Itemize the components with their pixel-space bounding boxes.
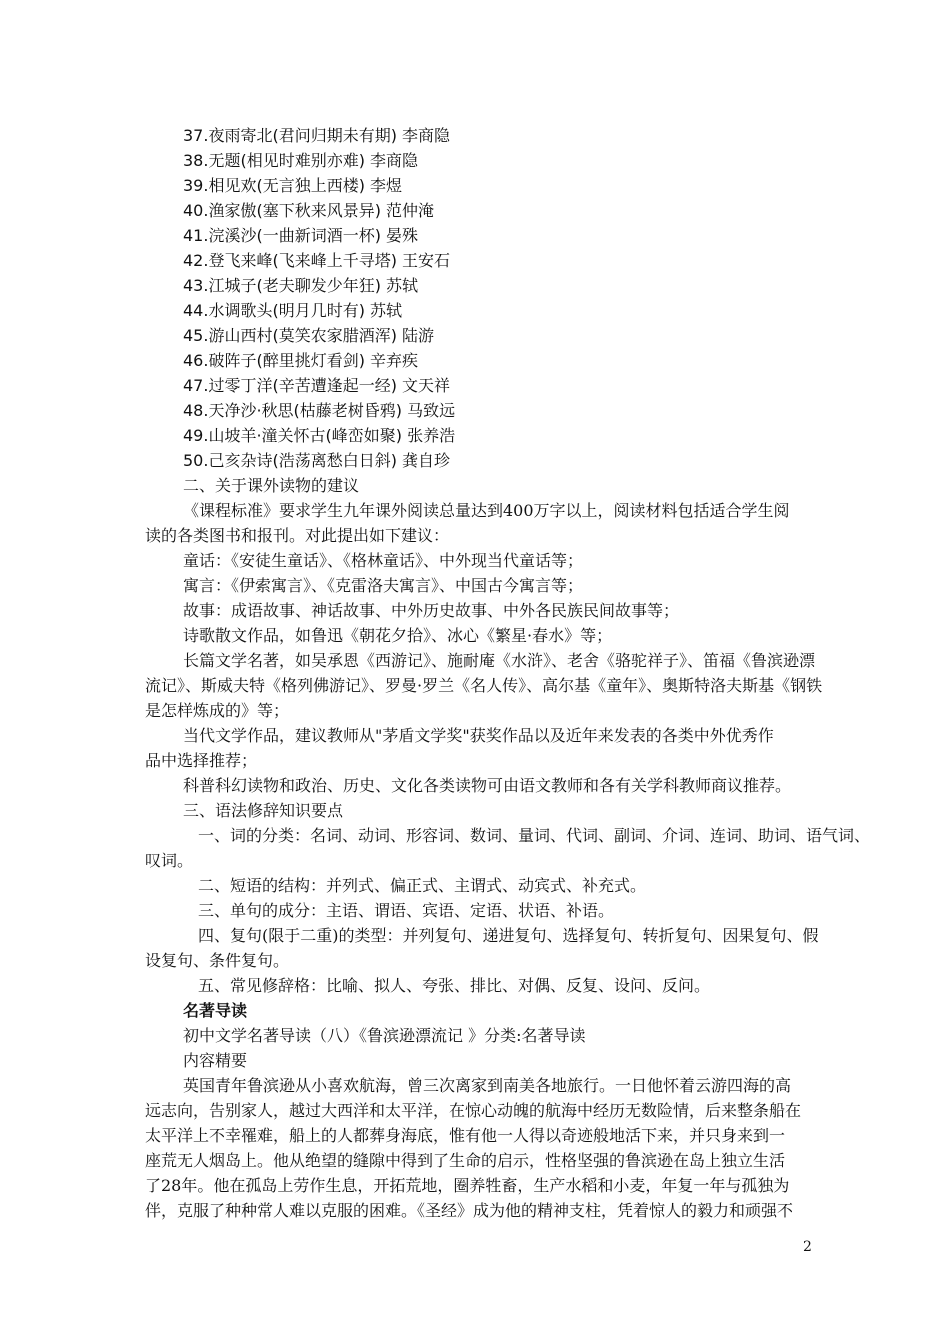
grammar-item-2: 二、短语的结构：并列式、偏正式、主谓式、动宾式、补充式。	[198, 876, 647, 895]
poem-item-39: 39.相见欢(无言独上西楼) 李煜	[183, 176, 403, 195]
reading-fables: 寓言：《伊索寓言》、《克雷洛夫寓言》、中国古今寓言等；	[183, 576, 584, 595]
paragraph-line: 设复句、条件复句。	[145, 951, 290, 970]
grammar-item-5: 五、常见修辞格：比喻、拟人、夸张、排比、对偶、反复、设问、反问。	[198, 976, 711, 995]
guide-title: 初中文学名著导读（八）《鲁滨逊漂流记 》分类:名著导读	[183, 1026, 586, 1045]
poem-item-44: 44.水调歌头(明月几时有) 苏轼	[183, 301, 403, 320]
paragraph-line: 了28年。他在孤岛上劳作生息，开拓荒地，圈养牲畜，生产水稻和小麦，年复一年与孤独为	[145, 1176, 790, 1195]
reading-poetry: 诗歌散文作品，如鲁迅《朝花夕拾》、冰心《繁星·春水》等；	[183, 626, 613, 645]
poem-item-49: 49.山坡羊·潼关怀古(峰峦如聚) 张养浩	[183, 426, 456, 445]
paragraph-line: 品中选择推荐；	[145, 751, 258, 770]
poem-item-48: 48.天净沙·秋思(枯藤老树昏鸦) 马致远	[183, 401, 456, 420]
poem-item-43: 43.江城子(老夫聊发少年狂) 苏轼	[183, 276, 419, 295]
grammar-item-4: 四、复句(限于二重)的类型：并列复句、递进复句、选择复句、转折复句、因果复句、假	[198, 926, 819, 945]
poem-item-50: 50.己亥杂诗(浩荡离愁白日斜) 龚自珍	[183, 451, 451, 470]
poem-item-46: 46.破阵子(醉里挑灯看剑) 辛弃疾	[183, 351, 419, 370]
paragraph-line: 伴，克服了种种常人难以克服的困难。《圣经》成为他的精神支柱，凭着惊人的毅力和顽强不	[145, 1201, 794, 1220]
paragraph-line: 英国青年鲁滨逊从小喜欢航海，曾三次离家到南美各地旅行。一日他怀着云游四海的高	[183, 1076, 792, 1095]
paragraph-line: 读的各类图书和报刊。对此提出如下建议：	[145, 526, 450, 545]
paragraph-line: 叹词。	[145, 851, 194, 870]
paragraph-line: 太平洋上不幸罹难，船上的人都葬身海底，惟有他一人得以奇迹般地活下来，并只身来到一	[145, 1126, 786, 1145]
section-heading-grammar: 三、语法修辞知识要点	[183, 801, 344, 820]
reading-novels: 长篇文学名著，如吴承恩《西游记》、施耐庵《水浒》、老舍《骆驼祥子》、笛福《鲁滨逊漂	[183, 651, 816, 670]
paragraph-line: 《课程标准》要求学生九年课外阅读总量达到400万字以上，阅读材料包括适合学生阅	[183, 501, 790, 520]
reading-fairy-tales: 童话：《安徒生童话》、《格林童话》、中外现当代童话等；	[183, 551, 584, 570]
reading-contemporary: 当代文学作品，建议教师从"茅盾文学奖"获奖作品以及近年来发表的各类中外优秀作	[183, 726, 774, 745]
poem-item-45: 45.游山西村(莫笑农家腊酒浑) 陆游	[183, 326, 435, 345]
paragraph-line: 流记》、斯威夫特《格列佛游记》、罗曼·罗兰《名人传》、高尔基《童年》、奥斯特洛夫斯基《钢铁	[145, 676, 823, 695]
reading-stories: 故事：成语故事、神话故事、中外历史故事、中外各民族民间故事等；	[183, 601, 680, 620]
guide-heading: 名著导读	[183, 1001, 248, 1020]
poem-item-41: 41.浣溪沙(一曲新词酒一杯) 晏殊	[183, 226, 419, 245]
poem-item-42: 42.登飞来峰(飞来峰上千寻塔) 王安石	[183, 251, 451, 270]
guide-subheading: 内容精要	[183, 1051, 248, 1070]
paragraph-line: 座荒无人烟岛上。他从绝望的缝隙中得到了生命的启示，性格坚强的鲁滨逊在岛上独立生活	[145, 1151, 786, 1170]
paragraph-line: 是怎样炼成的》等；	[145, 701, 290, 720]
grammar-item-1: 一、词的分类：名词、动词、形容词、数词、量词、代词、副词、介词、连词、助词、语气词、	[198, 826, 871, 845]
grammar-item-3: 三、单句的成分：主语、谓语、宾语、定语、状语、补语。	[198, 901, 615, 920]
poem-item-38: 38.无题(相见时难别亦难) 李商隐	[183, 151, 419, 170]
page-number: 2	[803, 1239, 812, 1255]
section-heading-reading: 二、关于课外读物的建议	[183, 476, 360, 495]
reading-science: 科普科幻读物和政治、历史、文化各类读物可由语文教师和各有关学科教师商议推荐。	[183, 776, 792, 795]
poem-item-37: 37.夜雨寄北(君问归期未有期) 李商隐	[183, 126, 451, 145]
poem-item-47: 47.过零丁洋(辛苦遭逢起一经) 文天祥	[183, 376, 451, 395]
paragraph-line: 远志向，告别家人，越过大西洋和太平洋，在惊心动魄的航海中经历无数险情，后来整条船在	[145, 1101, 802, 1120]
poem-item-40: 40.渔家傲(塞下秋来风景异) 范仲淹	[183, 201, 435, 220]
